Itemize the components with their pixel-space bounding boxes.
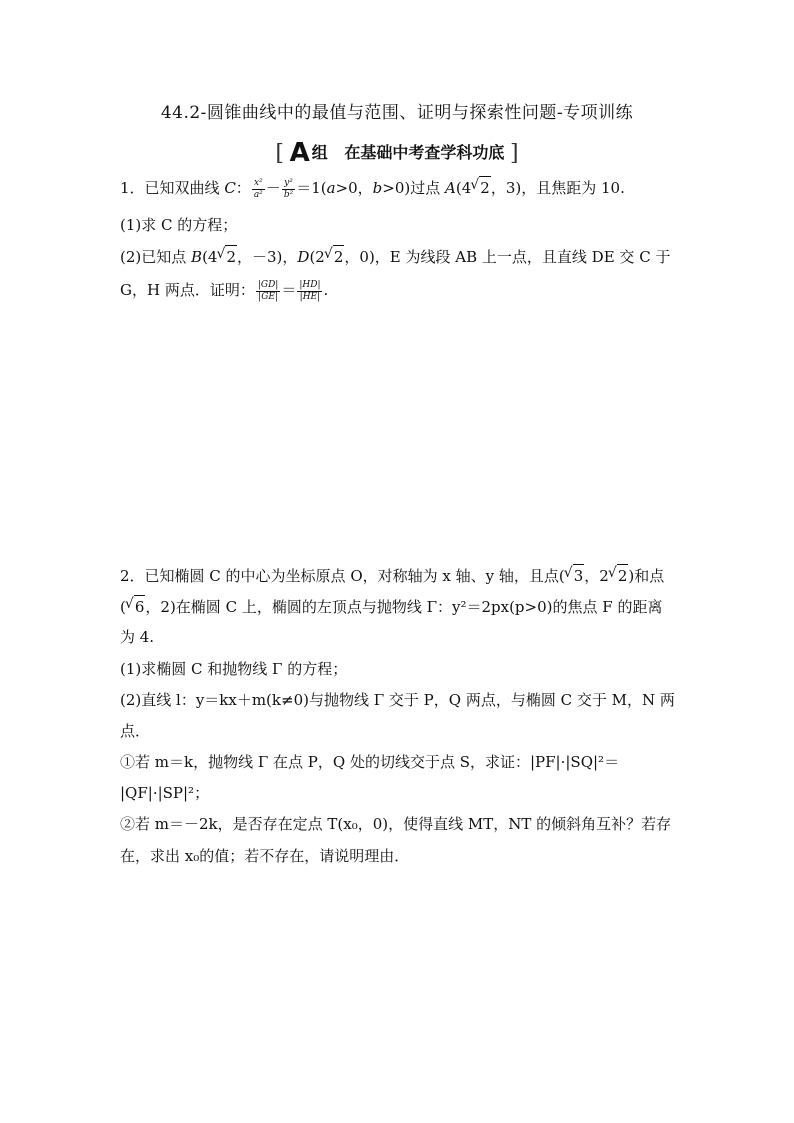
q1-text: 1．已知双曲线 [120, 179, 225, 197]
group-description: 在基础中考查学科功底 [344, 143, 505, 162]
q2-sub-1: ①若 m＝k，抛物线 Γ 在点 P，Q 处的切线交于点 S，求证：|PF|·|SQ|²＝ [120, 753, 620, 771]
sqrt-symbol: √ 2 [333, 245, 345, 268]
q2-sub-2: ②若 m＝－2k，是否存在定点 T(x₀，0)，使得直线 MT，NT 的倾斜角互补？若存 [120, 815, 672, 833]
q2-line-3: 为 4. [120, 628, 155, 646]
group-heading [0, 138, 794, 168]
q2-part-1: (1)求椭圆 C 和抛物线 Γ 的方程； [120, 660, 348, 678]
q2-sub-1-cont: |QF|·|SP|²； [120, 784, 210, 802]
q1-part-2: (2)已知点 B(4√ 2，－3)，D(2√ 2，0)，E 为线段 AB 上一点，且直线 DE 交 C 于 [120, 245, 680, 268]
sqrt-symbol: √ 2 [225, 245, 237, 268]
q2-part-2: (2)直线 l：y＝kx＋m(k≠0)与抛物线 Γ 交于 P，Q 两点，与椭圆 C 交于 M，N 两 [120, 691, 675, 709]
group-open-bracket: [ [275, 141, 284, 166]
q1-part-1: (1)求 C 的方程； [120, 216, 238, 234]
fraction-y2-b2: $\frac{\text{y²}}{\text{b²}}$ [283, 177, 294, 200]
q2-line-2: (√ 6，2)在椭圆 C 上，椭圆的左顶点与抛物线 Γ：y²＝2px(p>0)的焦点 F 的距离 [120, 595, 680, 618]
sqrt-symbol: √ 2 [617, 564, 629, 587]
fraction-x2-a2: $\frac{\text{x²}}{\text{a²}}$ [253, 177, 263, 200]
q1-line-1: 1．已知双曲线 C： $\frac{\text{x²}}{\text{a²}}$ － $\frac{\text{y²}}{\text{b²}}$ ＝1(a>0，b>0)过点 A(4√ 2，3)，且焦距为 10. [120, 176, 680, 201]
fraction-hd-he: $\frac{|HD|}{|HE|}$ [299, 279, 321, 302]
sqrt-symbol: √ 2 [479, 176, 491, 199]
page-title: 44.2-圆锥曲线中的最值与范围、证明与探索性问题-专项训练 [160, 103, 634, 123]
q2-part-2-cont: 点． [120, 722, 151, 740]
group-close-bracket: ] [510, 141, 519, 166]
sqrt-symbol: √ 6 [134, 595, 146, 618]
q2-sub-2-cont: 在，求出 x₀的值；若不存在，请说明理由． [120, 847, 410, 865]
sqrt-symbol: √ 3 [573, 564, 585, 587]
group-label: 组 [311, 143, 328, 162]
group-letter: A [289, 138, 310, 168]
q1-part-2-cont: G，H 两点．证明： $\frac{|GD|}{|GE|}$ ＝ $\frac{|HD|}{|HE|}$ . [120, 279, 329, 302]
q2-line-1: 2．已知椭圆 C 的中心为坐标原点 O，对称轴为 x 轴、y 轴，且点(√ 3，2√ 2)和点 [120, 564, 680, 587]
fraction-gd-ge: $\frac{|GD|}{|GE|}$ [257, 279, 279, 302]
